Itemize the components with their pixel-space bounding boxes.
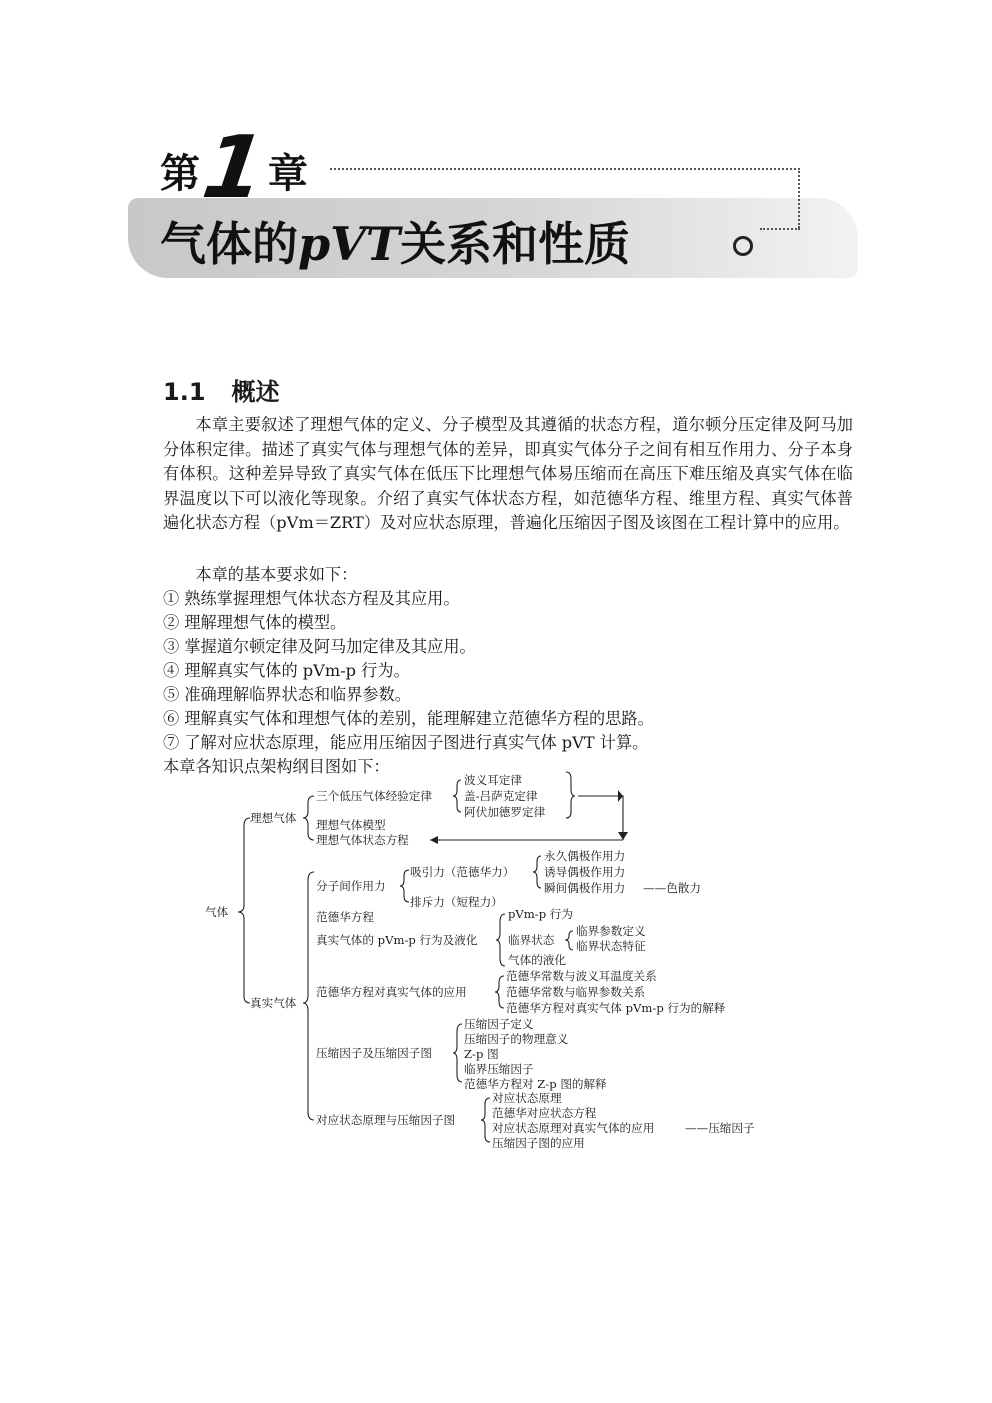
section-title: 概述	[231, 378, 280, 406]
tree-node: 对应状态原理与压缩因子图	[316, 1113, 456, 1127]
tree-leaf: 诱导偶极作用力	[544, 865, 626, 879]
requirement-item: ③ 掌握道尔顿定律及阿马加定律及其应用。	[163, 637, 476, 656]
requirements-intro: 本章的基本要求如下：	[195, 565, 358, 584]
tree-leaf: 永久偶极作用力	[544, 849, 626, 863]
tree-node-real: 真实气体	[250, 996, 297, 1010]
tree-leaf: pVm-p 行为	[508, 907, 573, 921]
brace-compress	[453, 1024, 462, 1082]
tree-leaf: ——色散力	[643, 881, 701, 895]
tree-leaf: Z-p 图	[464, 1047, 499, 1061]
brace-three-laws	[453, 780, 461, 812]
tree-leaf: 压缩因子定义	[464, 1017, 534, 1031]
tree-leaf: ——压缩因子	[685, 1121, 755, 1135]
brace-intermolecular	[400, 870, 409, 902]
tree-root: 气体	[205, 905, 229, 919]
tree-node: 真实气体的 pVm-p 行为及液化	[316, 933, 478, 947]
section-number: 1.1	[163, 378, 206, 406]
tree-leaf: 范德华常数与临界参数关系	[506, 985, 646, 999]
tree-node: 分子间作用力	[316, 879, 386, 893]
requirement-item: ⑥ 理解真实气体和理想气体的差别，能理解建立范德华方程的思路。	[163, 709, 654, 728]
tree-leaf: 临界压缩因子	[464, 1062, 534, 1076]
outline-intro: 本章各知识点架构纲目图如下：	[163, 757, 390, 776]
tree-leaf: 范德华对应状态方程	[492, 1106, 597, 1120]
tree-leaf: 范德华方程对 Z-p 图的解释	[464, 1077, 607, 1091]
tree-node: 理想气体模型	[316, 818, 386, 832]
brace-laws-right	[566, 772, 575, 818]
chapter-number: 1	[196, 118, 271, 218]
tree-leaf: 阿伏加德罗定律	[464, 805, 546, 819]
arrow-line	[578, 796, 623, 840]
chapter-title-part: 关系和性质	[400, 217, 631, 271]
requirement-item: ⑤ 准确理解临界状态和临界参数。	[163, 685, 411, 704]
brace-ideal	[303, 796, 314, 840]
brace-critical	[565, 931, 573, 950]
tree-node: 吸引力（范德华力）	[410, 865, 515, 879]
tree-leaf: 压缩因子的物理意义	[464, 1032, 569, 1046]
chapter-title-variable: pVT	[298, 217, 401, 271]
arrow-head-down	[618, 832, 628, 840]
tree-leaf: 波义耳定律	[464, 773, 522, 787]
arrow-head-right	[618, 790, 623, 802]
tree-node: 排斥力（短程力）	[410, 895, 503, 909]
brace-corresponding	[481, 1098, 490, 1142]
tree-leaf: 范德华方程对真实气体 pVm-p 行为的解释	[506, 1001, 726, 1015]
chapter-title-part: 气体的	[160, 217, 298, 271]
tree-leaf: 气体的液化	[508, 953, 566, 967]
tree-leaf: 盖-吕萨克定律	[464, 789, 538, 803]
tree-node: 压缩因子及压缩因子图	[316, 1046, 432, 1060]
tree-leaf: 对应状态原理对真实气体的应用	[492, 1121, 655, 1135]
tree-node: 范德华方程对真实气体的应用	[316, 985, 467, 999]
tree-node-ideal: 理想气体	[250, 811, 297, 825]
brace-vdw-app	[495, 976, 504, 1008]
requirement-item: ② 理解理想气体的模型。	[163, 613, 347, 632]
requirement-item: ① 熟练掌握理想气体状态方程及其应用。	[163, 589, 460, 608]
tree-node: 理想气体状态方程	[316, 833, 409, 847]
tree-leaf: 对应状态原理	[492, 1091, 562, 1105]
chapter-suffix: 章	[267, 151, 308, 197]
tree-leaf: 压缩因子图的应用	[492, 1136, 585, 1150]
brace-attraction	[533, 856, 541, 888]
tree-node: 三个低压气体经验定律	[316, 789, 432, 803]
brace-pvm	[496, 914, 505, 966]
tree-leaf: 临界参数定义	[576, 924, 646, 938]
intro-paragraph: 本章主要叙述了理想气体的定义、分子模型及其遵循的状态方程，道尔顿分压定律及阿马加分体积定律。描述了真实气体与理想气体的差异，即真实气体分子之间有相互作用力、分子本身有体积。这种差异导致了真实气体在低压下比理想气体易压缩而在高压下难压缩及真实气体在临界温度以下可以液化等现象。介绍了真实气体状态方程，如范德华方程、维里方程、真实气体普遍化状态方程（pVm＝ZRT）及对应状态原理，普遍化压缩因子图及该图在工程计算中的应用。	[163, 415, 853, 533]
tree-node: 范德华方程	[316, 910, 374, 924]
requirement-item: ⑦ 了解对应状态原理，能应用压缩因子图进行真实气体 pVT 计算。	[163, 733, 649, 752]
chapter-prefix: 第	[160, 151, 200, 197]
tree-leaf: 范德华常数与波义耳温度关系	[506, 969, 657, 983]
tree-node: 临界状态	[508, 933, 555, 947]
requirement-item: ④ 理解真实气体的 pVm-p 行为。	[163, 661, 410, 680]
brace-root	[238, 818, 250, 1003]
brace-real	[303, 872, 314, 1120]
arrow-head-left	[430, 836, 438, 844]
tree-leaf: 瞬间偶极作用力	[544, 881, 626, 895]
tree-leaf: 临界状态特征	[576, 939, 646, 953]
